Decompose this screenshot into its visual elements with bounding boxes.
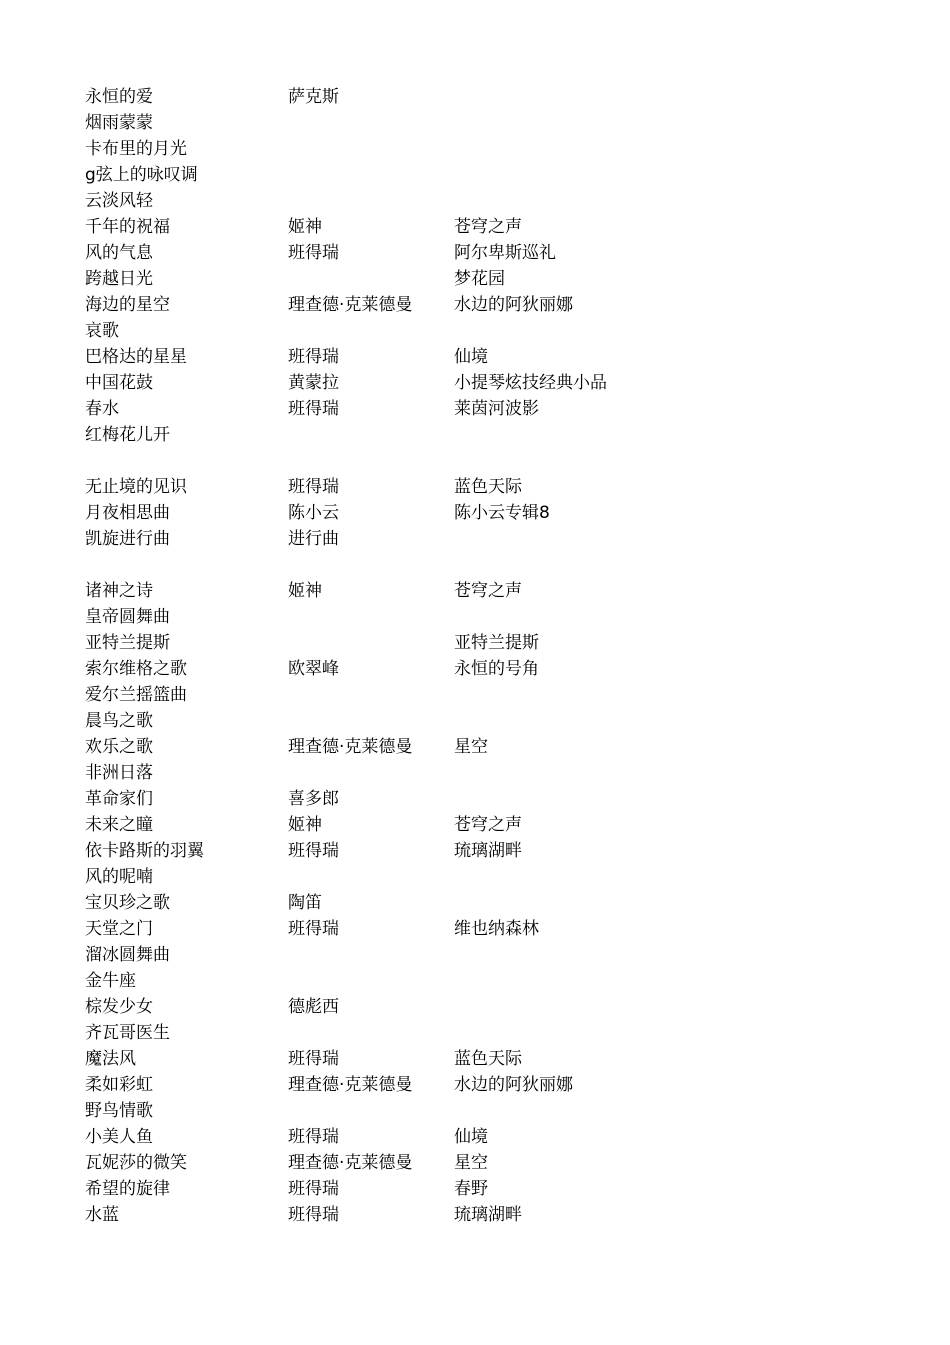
artist-cell <box>288 422 454 448</box>
song-title-cell: 烟雨蒙蒙 <box>85 113 153 133</box>
artist-cell <box>288 188 454 214</box>
album-cell <box>454 942 754 968</box>
song-title-cell: 千年的祝福 <box>85 217 170 237</box>
song-row <box>85 1020 785 1046</box>
artist-cell <box>288 604 454 630</box>
song-title-cell: 小美人鱼 <box>85 1127 153 1147</box>
song-row <box>85 240 785 266</box>
song-title-cell: 宝贝珍之歌 <box>85 893 170 913</box>
song-title-cell: 凯旋进行曲 <box>85 529 170 549</box>
song-row <box>85 1176 785 1202</box>
album-cell <box>454 760 754 786</box>
album-cell <box>454 890 754 916</box>
album-cell <box>454 110 754 136</box>
song-row <box>85 474 785 500</box>
artist-cell: 班得瑞 <box>288 1179 339 1199</box>
artist-cell <box>288 760 454 786</box>
song-row <box>85 344 785 370</box>
song-title-cell: 瓦妮莎的微笑 <box>85 1153 187 1173</box>
artist-cell: 班得瑞 <box>288 841 339 861</box>
artist-cell <box>288 708 454 734</box>
song-title-cell: 亚特兰提斯 <box>85 633 170 653</box>
song-list-sheet <box>85 84 785 1228</box>
song-row <box>85 682 785 708</box>
album-cell: 永恒的号角 <box>454 659 539 679</box>
song-row <box>85 1046 785 1072</box>
artist-cell: 班得瑞 <box>288 919 339 939</box>
artist-cell: 班得瑞 <box>288 347 339 367</box>
song-title-cell: g弦上的咏叹调 <box>85 165 198 185</box>
song-title-cell: 风的呢喃 <box>85 867 153 887</box>
song-row <box>85 214 785 240</box>
song-title-cell <box>85 552 288 578</box>
artist-cell: 理查德·克莱德曼 <box>288 737 413 757</box>
song-row <box>85 266 785 292</box>
artist-cell: 姬神 <box>288 217 322 237</box>
album-cell: 小提琴炫技经典小品 <box>454 373 607 393</box>
album-cell <box>454 448 754 474</box>
album-cell: 春野 <box>454 1179 488 1199</box>
album-cell <box>454 1020 754 1046</box>
song-title-cell: 红梅花儿开 <box>85 425 170 445</box>
song-title-cell: 无止境的见识 <box>85 477 187 497</box>
song-title-cell: 野鸟情歌 <box>85 1101 153 1121</box>
song-row <box>85 812 785 838</box>
song-row <box>85 1072 785 1098</box>
album-cell: 维也纳森林 <box>454 919 539 939</box>
song-title-cell: 柔如彩虹 <box>85 1075 153 1095</box>
album-cell: 苍穹之声 <box>454 581 522 601</box>
album-cell <box>454 84 754 110</box>
song-row <box>85 136 785 162</box>
artist-cell: 陶笛 <box>288 893 322 913</box>
song-title-cell: 希望的旋律 <box>85 1179 170 1199</box>
album-cell <box>454 552 754 578</box>
song-title-cell: 哀歌 <box>85 321 119 341</box>
album-cell <box>454 708 754 734</box>
song-title-cell: 爱尔兰摇篮曲 <box>85 685 187 705</box>
song-title-cell: 云淡风轻 <box>85 191 153 211</box>
artist-cell <box>288 266 454 292</box>
album-cell <box>454 136 754 162</box>
song-row <box>85 1124 785 1150</box>
song-row <box>85 994 785 1020</box>
song-title-cell: 革命家们 <box>85 789 153 809</box>
artist-cell: 姬神 <box>288 815 322 835</box>
artist-cell <box>288 630 454 656</box>
song-title-cell: 永恒的爱 <box>85 87 153 107</box>
album-cell <box>454 994 754 1020</box>
artist-cell <box>288 552 454 578</box>
artist-cell <box>288 1020 454 1046</box>
album-cell <box>454 604 754 630</box>
song-row <box>85 578 785 604</box>
album-cell: 琉璃湖畔 <box>454 1205 522 1225</box>
song-row <box>85 1150 785 1176</box>
artist-cell: 班得瑞 <box>288 1205 339 1225</box>
album-cell <box>454 162 754 188</box>
artist-cell: 班得瑞 <box>288 1127 339 1147</box>
song-row <box>85 370 785 396</box>
song-row <box>85 916 785 942</box>
song-title-cell: 月夜相思曲 <box>85 503 170 523</box>
album-cell: 苍穹之声 <box>454 217 522 237</box>
artist-cell: 进行曲 <box>288 529 339 549</box>
song-row <box>85 552 785 578</box>
artist-cell <box>288 318 454 344</box>
song-title-cell: 欢乐之歌 <box>85 737 153 757</box>
artist-cell: 理查德·克莱德曼 <box>288 1153 413 1173</box>
artist-cell: 理查德·克莱德曼 <box>288 1075 413 1095</box>
song-title-cell: 非洲日落 <box>85 763 153 783</box>
song-title-cell: 索尔维格之歌 <box>85 659 187 679</box>
song-row <box>85 656 785 682</box>
song-row <box>85 110 785 136</box>
song-title-cell: 溜冰圆舞曲 <box>85 945 170 965</box>
song-row <box>85 838 785 864</box>
album-cell <box>454 188 754 214</box>
artist-cell <box>288 864 454 890</box>
artist-cell: 班得瑞 <box>288 243 339 263</box>
artist-cell: 德彪西 <box>288 997 339 1017</box>
song-title-cell: 春水 <box>85 399 119 419</box>
album-cell <box>454 682 754 708</box>
song-row <box>85 292 785 318</box>
album-cell <box>454 422 754 448</box>
song-title-cell: 金牛座 <box>85 971 136 991</box>
album-cell <box>454 786 754 812</box>
song-row <box>85 786 785 812</box>
song-row <box>85 864 785 890</box>
song-row <box>85 526 785 552</box>
artist-cell: 班得瑞 <box>288 1049 339 1069</box>
song-row <box>85 890 785 916</box>
song-row <box>85 604 785 630</box>
album-cell: 仙境 <box>454 347 488 367</box>
album-cell: 蓝色天际 <box>454 1049 522 1069</box>
artist-cell <box>288 1098 454 1124</box>
song-title-cell: 齐瓦哥医生 <box>85 1023 170 1043</box>
artist-cell <box>288 136 454 162</box>
artist-cell: 班得瑞 <box>288 399 339 419</box>
artist-cell <box>288 682 454 708</box>
artist-cell: 欧翠峰 <box>288 659 339 679</box>
song-row <box>85 630 785 656</box>
album-cell: 亚特兰提斯 <box>454 633 539 653</box>
song-row <box>85 760 785 786</box>
song-title-cell: 魔法风 <box>85 1049 136 1069</box>
song-row <box>85 500 785 526</box>
artist-cell: 姬神 <box>288 581 322 601</box>
song-title-cell: 天堂之门 <box>85 919 153 939</box>
artist-cell <box>288 968 454 994</box>
song-title-cell: 风的气息 <box>85 243 153 263</box>
song-row <box>85 448 785 474</box>
album-cell: 阿尔卑斯巡礼 <box>454 243 556 263</box>
artist-cell: 萨克斯 <box>288 87 339 107</box>
album-cell: 琉璃湖畔 <box>454 841 522 861</box>
song-title-cell: 中国花鼓 <box>85 373 153 393</box>
song-row <box>85 968 785 994</box>
artist-cell: 班得瑞 <box>288 477 339 497</box>
song-row <box>85 1098 785 1124</box>
song-row <box>85 318 785 344</box>
artist-cell <box>288 110 454 136</box>
album-cell: 水边的阿狄丽娜 <box>454 1075 573 1095</box>
album-cell: 星空 <box>454 1153 488 1173</box>
album-cell: 陈小云专辑8 <box>454 503 550 523</box>
song-title-cell <box>85 448 288 474</box>
album-cell <box>454 318 754 344</box>
song-title-cell: 海边的星空 <box>85 295 170 315</box>
artist-cell <box>288 162 454 188</box>
album-cell <box>454 526 754 552</box>
song-title-cell: 未来之瞳 <box>85 815 153 835</box>
artist-cell: 陈小云 <box>288 503 339 523</box>
song-title-cell: 棕发少女 <box>85 997 153 1017</box>
artist-cell: 喜多郎 <box>288 789 339 809</box>
album-cell <box>454 864 754 890</box>
song-row <box>85 188 785 214</box>
song-row <box>85 396 785 422</box>
album-cell <box>454 1098 754 1124</box>
artist-cell: 黄蒙拉 <box>288 373 339 393</box>
song-row <box>85 422 785 448</box>
song-title-cell: 跨越日光 <box>85 269 153 289</box>
song-row <box>85 84 785 110</box>
song-row <box>85 942 785 968</box>
song-title-cell: 卡布里的月光 <box>85 139 187 159</box>
album-cell: 苍穹之声 <box>454 815 522 835</box>
album-cell: 梦花园 <box>454 269 505 289</box>
album-cell: 水边的阿狄丽娜 <box>454 295 573 315</box>
artist-cell <box>288 942 454 968</box>
artist-cell <box>288 448 454 474</box>
song-title-cell: 依卡路斯的羽翼 <box>85 841 204 861</box>
song-row <box>85 1202 785 1228</box>
artist-cell: 理查德·克莱德曼 <box>288 295 413 315</box>
album-cell: 仙境 <box>454 1127 488 1147</box>
song-row <box>85 162 785 188</box>
song-title-cell: 诸神之诗 <box>85 581 153 601</box>
song-row <box>85 708 785 734</box>
song-title-cell: 巴格达的星星 <box>85 347 187 367</box>
album-cell: 蓝色天际 <box>454 477 522 497</box>
song-title-cell: 皇帝圆舞曲 <box>85 607 170 627</box>
album-cell <box>454 968 754 994</box>
album-cell: 莱茵河波影 <box>454 399 539 419</box>
album-cell: 星空 <box>454 737 488 757</box>
song-title-cell: 水蓝 <box>85 1205 119 1225</box>
song-title-cell: 晨鸟之歌 <box>85 711 153 731</box>
song-row <box>85 734 785 760</box>
